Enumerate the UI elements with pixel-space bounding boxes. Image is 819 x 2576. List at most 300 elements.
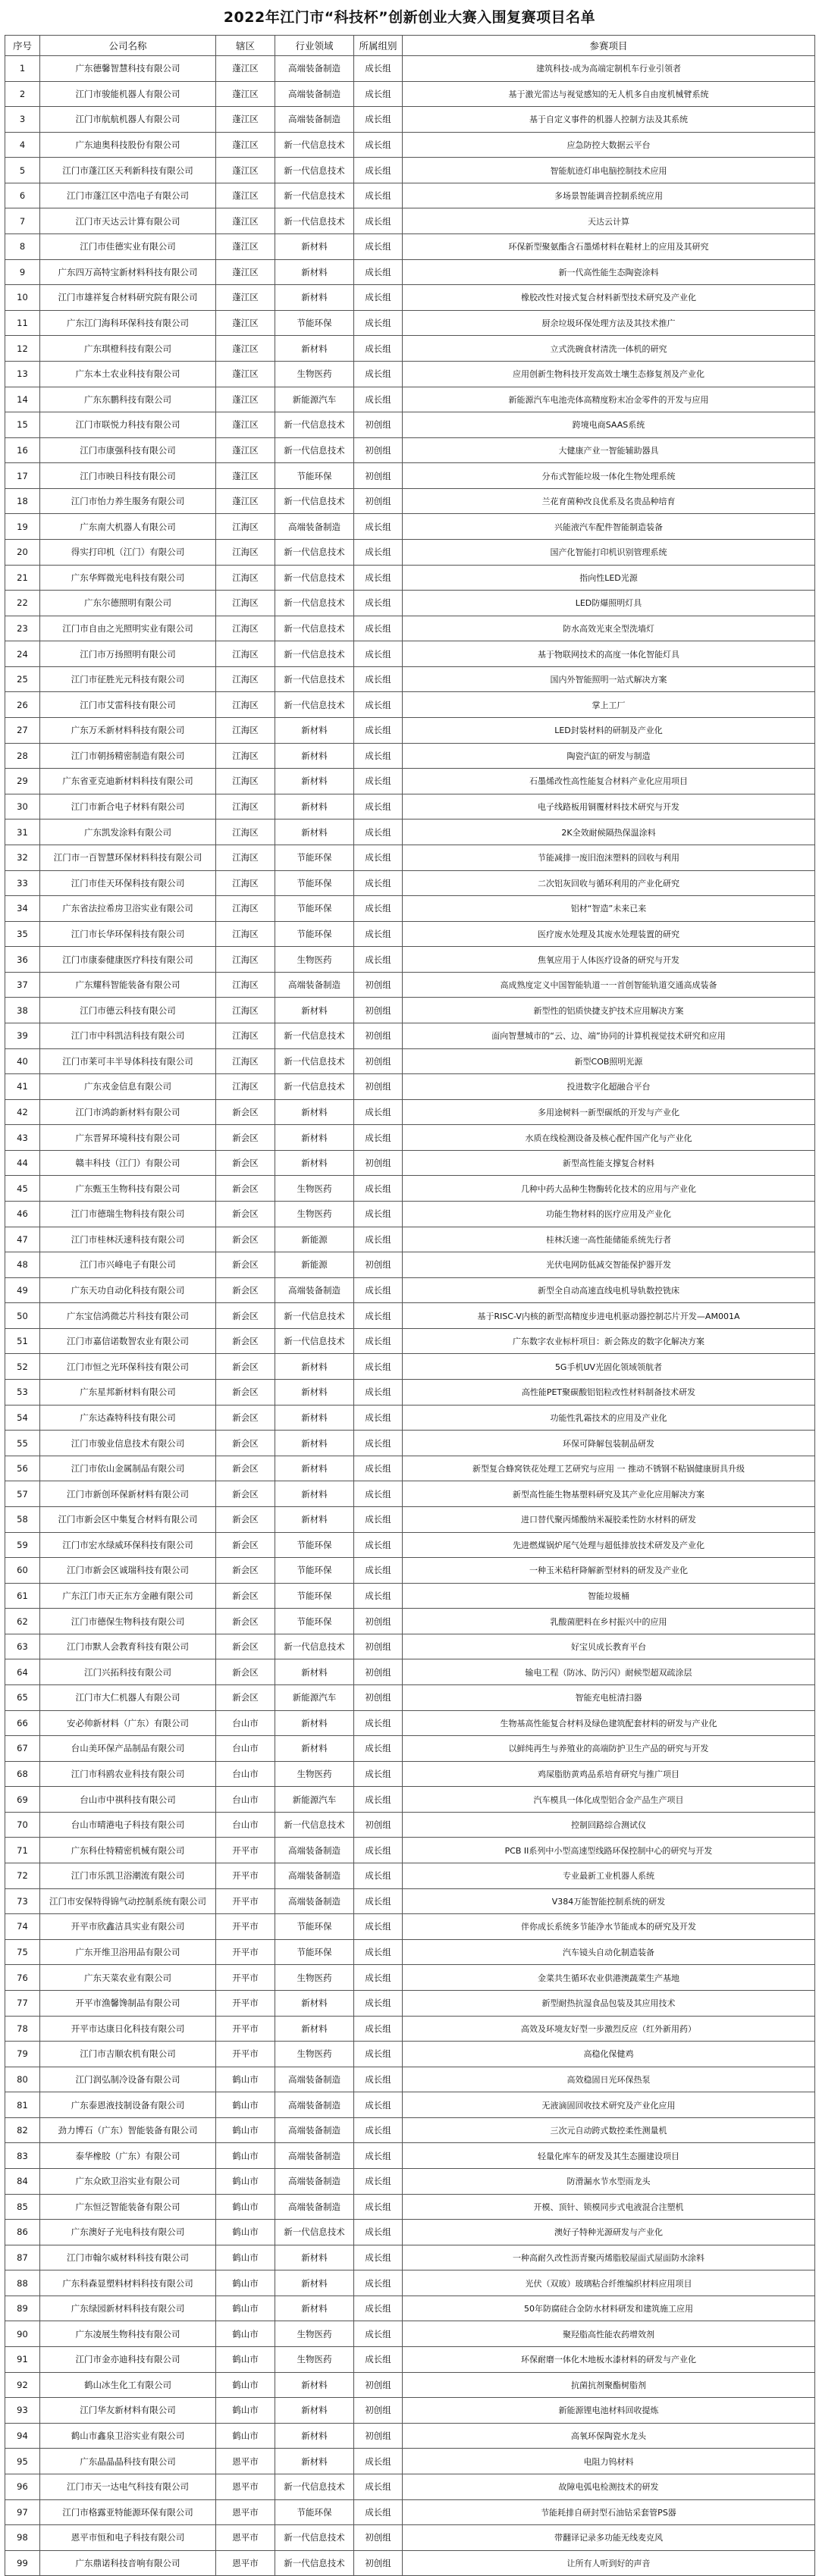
cell-company: 江门华友新材料有限公司 (40, 2398, 216, 2424)
cell-industry: 生物医药 (275, 2347, 354, 2373)
cell-company: 恩平市恒和电子科技有限公司 (40, 2525, 216, 2551)
cell-project: 掌上工厂 (403, 692, 815, 718)
cell-project: 无液滴固回收技术研究及产业化应用 (403, 2092, 815, 2118)
cell-index: 52 (5, 1354, 40, 1380)
cell-project: 新型COB照明光源 (403, 1048, 815, 1074)
cell-company: 广东南大机器人有限公司 (40, 514, 216, 540)
cell-index: 91 (5, 2347, 40, 2373)
table-row (5, 1125, 815, 1151)
cell-group: 成长组 (354, 1227, 403, 1252)
cell-group: 成长组 (354, 1990, 403, 2016)
cell-industry: 新材料 (275, 2449, 354, 2474)
cell-district: 蓬江区 (216, 208, 275, 234)
cell-industry: 新一代信息技术 (275, 2220, 354, 2245)
cell-group: 成长组 (354, 1506, 403, 1532)
table-row (5, 2092, 815, 2118)
table-row (5, 1888, 815, 1914)
cell-group: 成长组 (354, 1481, 403, 1507)
cell-district: 开平市 (216, 2042, 275, 2067)
cell-index: 44 (5, 1150, 40, 1176)
cell-industry: 新材料 (275, 2398, 354, 2424)
cell-project: 陶瓷汽缸的研发与制造 (403, 743, 815, 769)
cell-district: 江海区 (216, 998, 275, 1023)
table-row (5, 2270, 815, 2296)
table-body (5, 56, 815, 2576)
cell-group: 初创组 (354, 412, 403, 438)
cell-industry: 新材料 (275, 1736, 354, 1762)
cell-company: 广东本土农业科技有限公司 (40, 361, 216, 387)
cell-company: 广东晶晶晶科技有限公司 (40, 2449, 216, 2474)
cell-district: 江海区 (216, 641, 275, 667)
cell-company: 广东凌展生物科技有限公司 (40, 2321, 216, 2347)
cell-index: 43 (5, 1125, 40, 1151)
cell-project: 鸡屎脂肪黄鸡品系培育研究与推广项目 (403, 1761, 815, 1787)
cell-district: 江海区 (216, 769, 275, 794)
cell-district: 开平市 (216, 1990, 275, 2016)
cell-district: 新会区 (216, 1532, 275, 1558)
cell-project: 生物基高性能复合材料及绿色建筑配套材料的研发与产业化 (403, 1710, 815, 1736)
cell-index: 72 (5, 1863, 40, 1889)
cell-group: 成长组 (354, 616, 403, 641)
cell-industry: 节能环保 (275, 921, 354, 947)
cell-industry: 生物医药 (275, 2321, 354, 2347)
cell-index: 90 (5, 2321, 40, 2347)
cell-index: 48 (5, 1252, 40, 1278)
cell-industry: 新材料 (275, 998, 354, 1023)
cell-company: 广东开维卫浴用品有限公司 (40, 1939, 216, 1965)
cell-group: 成长组 (354, 2296, 403, 2321)
cell-company: 广东耀科智能装备有限公司 (40, 972, 216, 998)
cell-industry: 新材料 (275, 285, 354, 311)
cell-group: 成长组 (354, 2474, 403, 2499)
cell-project: 分布式智能垃圾一体化生物处理系统 (403, 463, 815, 489)
cell-group: 成长组 (354, 1456, 403, 1481)
cell-company: 江门市德保生物科技有限公司 (40, 1609, 216, 1634)
cell-project: 先进燃煤锅炉尾气处理与超低排放技术研发及产业化 (403, 1532, 815, 1558)
cell-district: 新会区 (216, 1659, 275, 1685)
cell-district: 鹤山市 (216, 2423, 275, 2449)
cell-company: 广东晋昇环境科技有限公司 (40, 1125, 216, 1151)
cell-company: 江门市天达云计算有限公司 (40, 208, 216, 234)
table-row (5, 1532, 815, 1558)
cell-company: 江门市新会区诚瑞科技有限公司 (40, 1558, 216, 1584)
cell-index: 20 (5, 539, 40, 565)
cell-district: 鹤山市 (216, 2347, 275, 2373)
cell-company: 江门市恒之光环保科技有限公司 (40, 1354, 216, 1380)
cell-company: 台山市中祺科技有限公司 (40, 1787, 216, 1813)
table-row (5, 692, 815, 718)
table-row (5, 1659, 815, 1685)
cell-industry: 高端装备制造 (275, 1863, 354, 1889)
cell-company: 江门兴拓科技有限公司 (40, 1659, 216, 1685)
cell-group: 成长组 (354, 1328, 403, 1354)
cell-group: 成长组 (354, 2042, 403, 2067)
cell-index: 53 (5, 1380, 40, 1406)
cell-project: 铝材“智造”未来已来 (403, 896, 815, 922)
table-row (5, 769, 815, 794)
cell-district: 蓬江区 (216, 387, 275, 412)
cell-district: 江海区 (216, 692, 275, 718)
cell-district: 蓬江区 (216, 158, 275, 183)
cell-industry: 新一代信息技术 (275, 1023, 354, 1048)
cell-company: 江门市怡力养生服务有限公司 (40, 488, 216, 514)
cell-company: 广东华辉微光电科技有限公司 (40, 565, 216, 591)
cell-index: 51 (5, 1328, 40, 1354)
cell-group: 成长组 (354, 769, 403, 794)
table-row (5, 2143, 815, 2169)
cell-index: 40 (5, 1048, 40, 1074)
cell-district: 新会区 (216, 1125, 275, 1151)
cell-company: 江门市骏业信息技术有限公司 (40, 1431, 216, 1456)
cell-company: 江门市安保特得锦气动控制系统有限公司 (40, 1888, 216, 1914)
cell-industry: 新一代信息技术 (275, 591, 354, 616)
cell-industry: 节能环保 (275, 463, 354, 489)
cell-index: 70 (5, 1812, 40, 1838)
cell-index: 18 (5, 488, 40, 514)
cell-group: 成长组 (354, 819, 403, 845)
table-row (5, 641, 815, 667)
cell-group: 成长组 (354, 132, 403, 158)
cell-industry: 新能源 (275, 1227, 354, 1252)
cell-district: 鹤山市 (216, 2321, 275, 2347)
table-row (5, 1481, 815, 1507)
cell-group: 成长组 (354, 1558, 403, 1584)
cell-project: 新型耐热抗湿食品包装及其应用技术 (403, 1990, 815, 2016)
cell-index: 54 (5, 1405, 40, 1431)
cell-index: 32 (5, 845, 40, 870)
table-row (5, 896, 815, 922)
cell-group: 成长组 (354, 1888, 403, 1914)
cell-district: 江海区 (216, 565, 275, 591)
cell-company: 鹤山冰生化工有限公司 (40, 2372, 216, 2398)
cell-group: 成长组 (354, 2321, 403, 2347)
table-row (5, 2016, 815, 2042)
cell-company: 江门市自由之光照明实业有限公司 (40, 616, 216, 641)
table-row (5, 488, 815, 514)
cell-project: 智能充电桩清扫器 (403, 1685, 815, 1711)
cell-group: 初创组 (354, 463, 403, 489)
cell-project: 基于自定义事件的机器人控制方法及其系统 (403, 107, 815, 133)
cell-company: 江门市征胜光元科技有限公司 (40, 666, 216, 692)
cell-group: 成长组 (354, 2499, 403, 2525)
cell-industry: 新材料 (275, 234, 354, 260)
cell-index: 33 (5, 870, 40, 896)
cell-industry: 新一代信息技术 (275, 1074, 354, 1100)
cell-district: 新会区 (216, 1328, 275, 1354)
cell-company: 广东省法拉希房卫浴实业有限公司 (40, 896, 216, 922)
cell-project: 以鲜纯再生与养殖业的高端防护卫生产品的研究与开发 (403, 1736, 815, 1762)
cell-project: 故障电弧电检测技术的研发 (403, 2474, 815, 2499)
cell-group: 初创组 (354, 2550, 403, 2576)
cell-district: 台山市 (216, 1787, 275, 1813)
cell-group: 初创组 (354, 1048, 403, 1074)
cell-district: 新会区 (216, 1176, 275, 1202)
table-row (5, 183, 815, 208)
cell-company: 鹤山市鑫泉卫浴实业有限公司 (40, 2423, 216, 2449)
cell-index: 6 (5, 183, 40, 208)
cell-company: 得实打印机（江门）有限公司 (40, 539, 216, 565)
table-row (5, 2220, 815, 2245)
cell-industry: 新材料 (275, 1354, 354, 1380)
cell-industry: 新一代信息技术 (275, 616, 354, 641)
table-row (5, 1303, 815, 1329)
cell-group: 初创组 (354, 437, 403, 463)
cell-project: 新型复合蜂窝铁花处理工艺研究与应用 一 推动不锈钢不粘锅健康厨具升级 (403, 1456, 815, 1481)
cell-industry: 高端装备制造 (275, 56, 354, 82)
cell-project: 基于激光雷达与视觉感知的无人机多自由度机械臂系统 (403, 81, 815, 107)
cell-project: 50年防腐硅合金防水材料研发和建筑施工应用 (403, 2296, 815, 2321)
cell-company: 江门市莱可丰半导体科技有限公司 (40, 1048, 216, 1074)
cell-index: 5 (5, 158, 40, 183)
cell-district: 蓬江区 (216, 463, 275, 489)
cell-project: 焦氧应用于人体医疗设备的研究与开发 (403, 947, 815, 973)
cell-group: 成长组 (354, 2143, 403, 2169)
cell-group: 成长组 (354, 1787, 403, 1813)
table-row (5, 2474, 815, 2499)
table-row (5, 870, 815, 896)
cell-group: 初创组 (354, 488, 403, 514)
cell-project: 智能航迹灯串电脑控制技术应用 (403, 158, 815, 183)
cell-district: 新会区 (216, 1380, 275, 1406)
cell-project: 新型高性能支撑复合材料 (403, 1150, 815, 1176)
cell-company: 广东尔德照明有限公司 (40, 591, 216, 616)
cell-project: 兰花育菌种改良优系及名贵品种培育 (403, 488, 815, 514)
cell-industry: 高端装备制造 (275, 2067, 354, 2092)
table-row (5, 259, 815, 285)
table-row (5, 1634, 815, 1659)
cell-company: 江门市佳天环保科技有限公司 (40, 870, 216, 896)
cell-index: 71 (5, 1838, 40, 1863)
cell-district: 恩平市 (216, 2449, 275, 2474)
cell-industry: 高端装备制造 (275, 2092, 354, 2118)
cell-industry: 新一代信息技术 (275, 2550, 354, 2576)
table-row (5, 1405, 815, 1431)
cell-district: 蓬江区 (216, 132, 275, 158)
cell-industry: 节能环保 (275, 870, 354, 896)
table-row (5, 1099, 815, 1125)
table-row (5, 591, 815, 616)
cell-project: 新型高性能生物基塑料研究及其产业化应用解决方案 (403, 1481, 815, 1507)
cell-group: 成长组 (354, 158, 403, 183)
cell-group: 成长组 (354, 1965, 403, 1991)
table-row (5, 1227, 815, 1252)
table-row (5, 463, 815, 489)
cell-district: 江海区 (216, 972, 275, 998)
cell-district: 江海区 (216, 666, 275, 692)
cell-company: 江门市艾雷科技有限公司 (40, 692, 216, 718)
cell-group: 成长组 (354, 1176, 403, 1202)
cell-district: 江海区 (216, 896, 275, 922)
cell-group: 成长组 (354, 1303, 403, 1329)
cell-group: 成长组 (354, 1583, 403, 1609)
cell-industry: 节能环保 (275, 2499, 354, 2525)
table-row (5, 819, 815, 845)
cell-project: 高效及环境友好型一步激烈反应（红外新用药） (403, 2016, 815, 2042)
cell-industry: 新能源 (275, 1252, 354, 1278)
cell-project: 新能源锂电池材料回收提炼 (403, 2398, 815, 2424)
cell-group: 成长组 (354, 896, 403, 922)
cell-index: 97 (5, 2499, 40, 2525)
cell-index: 10 (5, 285, 40, 311)
cell-index: 76 (5, 1965, 40, 1991)
cell-index: 28 (5, 743, 40, 769)
cell-project: 多用途树料一新型碳纸的开发与产业化 (403, 1099, 815, 1125)
cell-district: 江海区 (216, 539, 275, 565)
cell-index: 19 (5, 514, 40, 540)
cell-district: 鹤山市 (216, 2067, 275, 2092)
cell-company: 泰华橡胶（广东）有限公司 (40, 2143, 216, 2169)
cell-index: 65 (5, 1685, 40, 1711)
cell-index: 61 (5, 1583, 40, 1609)
cell-industry: 新材料 (275, 718, 354, 744)
cell-district: 鹤山市 (216, 2092, 275, 2118)
cell-company: 广东众欧卫浴实业有限公司 (40, 2168, 216, 2194)
cell-project: 三次元自动跨式数控柔性测量机 (403, 2117, 815, 2143)
table-row (5, 1506, 815, 1532)
cell-company: 江门市德云科技有限公司 (40, 998, 216, 1023)
cell-district: 新会区 (216, 1202, 275, 1227)
table-row (5, 1380, 815, 1406)
cell-company: 江门市吉顺农机有限公司 (40, 2042, 216, 2067)
cell-index: 63 (5, 1634, 40, 1659)
cell-district: 蓬江区 (216, 412, 275, 438)
cell-group: 成长组 (354, 947, 403, 973)
cell-index: 68 (5, 1761, 40, 1787)
cell-company: 广东迪奥科技股份有限公司 (40, 132, 216, 158)
cell-company: 江门市长华环保科技有限公司 (40, 921, 216, 947)
cell-index: 9 (5, 259, 40, 285)
cell-project: 高成熟度定义中国智能轨道一一首创智能轨道交通高成装备 (403, 972, 815, 998)
cell-district: 蓬江区 (216, 259, 275, 285)
cell-index: 73 (5, 1888, 40, 1914)
cell-project: 一种玉米秸秆降解新型材料的研发及产业化 (403, 1558, 815, 1584)
cell-project: 环保新型聚氨酯含石墨烯材料在鞋材上的应用及其研究 (403, 234, 815, 260)
cell-district: 新会区 (216, 1583, 275, 1609)
cell-project: 让所有人听到好的声音 (403, 2550, 815, 2576)
table-row (5, 921, 815, 947)
table-row (5, 361, 815, 387)
cell-industry: 新一代信息技术 (275, 1634, 354, 1659)
cell-group: 成长组 (354, 2016, 403, 2042)
table-row (5, 1023, 815, 1048)
cell-group: 成长组 (354, 1125, 403, 1151)
cell-project: 功能性乳霜技术的应用及产业化 (403, 1405, 815, 1431)
table-row (5, 2525, 815, 2551)
cell-district: 台山市 (216, 1710, 275, 1736)
cell-group: 初创组 (354, 1634, 403, 1659)
cell-company: 江门市桂林沃速科技有限公司 (40, 1227, 216, 1252)
cell-district: 新会区 (216, 1481, 275, 1507)
cell-index: 13 (5, 361, 40, 387)
cell-index: 93 (5, 2398, 40, 2424)
cell-company: 广东科森显塑料材料科技有限公司 (40, 2270, 216, 2296)
cell-industry: 节能环保 (275, 1583, 354, 1609)
table-row (5, 539, 815, 565)
page-title: 2022年江门市“科技杯”创新创业大赛入围复赛项目名单 (223, 9, 596, 26)
cell-district: 蓬江区 (216, 56, 275, 82)
cell-group: 初创组 (354, 1023, 403, 1048)
cell-group: 成长组 (354, 387, 403, 412)
cell-company: 广东天菜农业有限公司 (40, 1965, 216, 1991)
cell-group: 初创组 (354, 1685, 403, 1711)
cell-industry: 生物医药 (275, 1761, 354, 1787)
cell-district: 鹤山市 (216, 2143, 275, 2169)
cell-project: 石墨烯改性高性能复合材料产业化应用项目 (403, 769, 815, 794)
cell-industry: 高端装备制造 (275, 514, 354, 540)
cell-industry: 高端装备制造 (275, 1838, 354, 1863)
table-row (5, 2499, 815, 2525)
cell-company: 江门市新合电子材料有限公司 (40, 794, 216, 819)
cell-project: 立式洗碗食材清洗一体机的研究 (403, 336, 815, 362)
cell-company: 开平市渔馨馋制品有限公司 (40, 1990, 216, 2016)
cell-industry: 新材料 (275, 2245, 354, 2270)
cell-district: 开平市 (216, 1838, 275, 1863)
cell-index: 58 (5, 1506, 40, 1532)
cell-district: 鹤山市 (216, 2270, 275, 2296)
cell-index: 77 (5, 1990, 40, 2016)
cell-company: 赣丰科技（江门）有限公司 (40, 1150, 216, 1176)
cell-index: 16 (5, 437, 40, 463)
cell-industry: 新一代信息技术 (275, 488, 354, 514)
cell-project: LED防爆照明灯具 (403, 591, 815, 616)
table-row (5, 1685, 815, 1711)
cell-project: 抗菌抗剂聚酯树脂剂 (403, 2372, 815, 2398)
cell-index: 75 (5, 1939, 40, 1965)
cell-district: 蓬江区 (216, 107, 275, 133)
cell-index: 82 (5, 2117, 40, 2143)
cell-project: 投进数字化超融合平台 (403, 1074, 815, 1100)
cell-district: 新会区 (216, 1405, 275, 1431)
cell-district: 新会区 (216, 1685, 275, 1711)
cell-district: 江海区 (216, 794, 275, 819)
cell-industry: 新材料 (275, 794, 354, 819)
cell-industry: 生物医药 (275, 1965, 354, 1991)
cell-district: 江海区 (216, 1048, 275, 1074)
table-row (5, 666, 815, 692)
table-row (5, 1736, 815, 1762)
cell-index: 27 (5, 718, 40, 744)
cell-project: 建筑科技-成为高端定制机车行业引领者 (403, 56, 815, 82)
cell-index: 64 (5, 1659, 40, 1685)
table-row (5, 2194, 815, 2220)
cell-group: 成长组 (354, 1939, 403, 1965)
cell-industry: 节能环保 (275, 310, 354, 336)
cell-district: 开平市 (216, 2016, 275, 2042)
table-row (5, 2117, 815, 2143)
cell-index: 57 (5, 1481, 40, 1507)
cell-district: 新会区 (216, 1634, 275, 1659)
table-row (5, 743, 815, 769)
cell-company: 广东绿园新材料科技有限公司 (40, 2296, 216, 2321)
cell-project: 跨境电商SAAS系统 (403, 412, 815, 438)
cell-industry: 节能环保 (275, 896, 354, 922)
cell-district: 新会区 (216, 1099, 275, 1125)
cell-group: 初创组 (354, 2372, 403, 2398)
cell-industry: 高端装备制造 (275, 107, 354, 133)
cell-index: 31 (5, 819, 40, 845)
cell-district: 江海区 (216, 819, 275, 845)
cell-district: 江海区 (216, 921, 275, 947)
cell-group: 成长组 (354, 285, 403, 311)
cell-district: 开平市 (216, 1888, 275, 1914)
cell-group: 成长组 (354, 259, 403, 285)
cell-group: 初创组 (354, 998, 403, 1023)
cell-company: 广东江门海科环保科技有限公司 (40, 310, 216, 336)
cell-industry: 新能源汽车 (275, 387, 354, 412)
cell-project: 控制回路综合测试仪 (403, 1812, 815, 1838)
cell-company: 开平市欣鑫洁具实业有限公司 (40, 1914, 216, 1940)
cell-district: 新会区 (216, 1150, 275, 1176)
